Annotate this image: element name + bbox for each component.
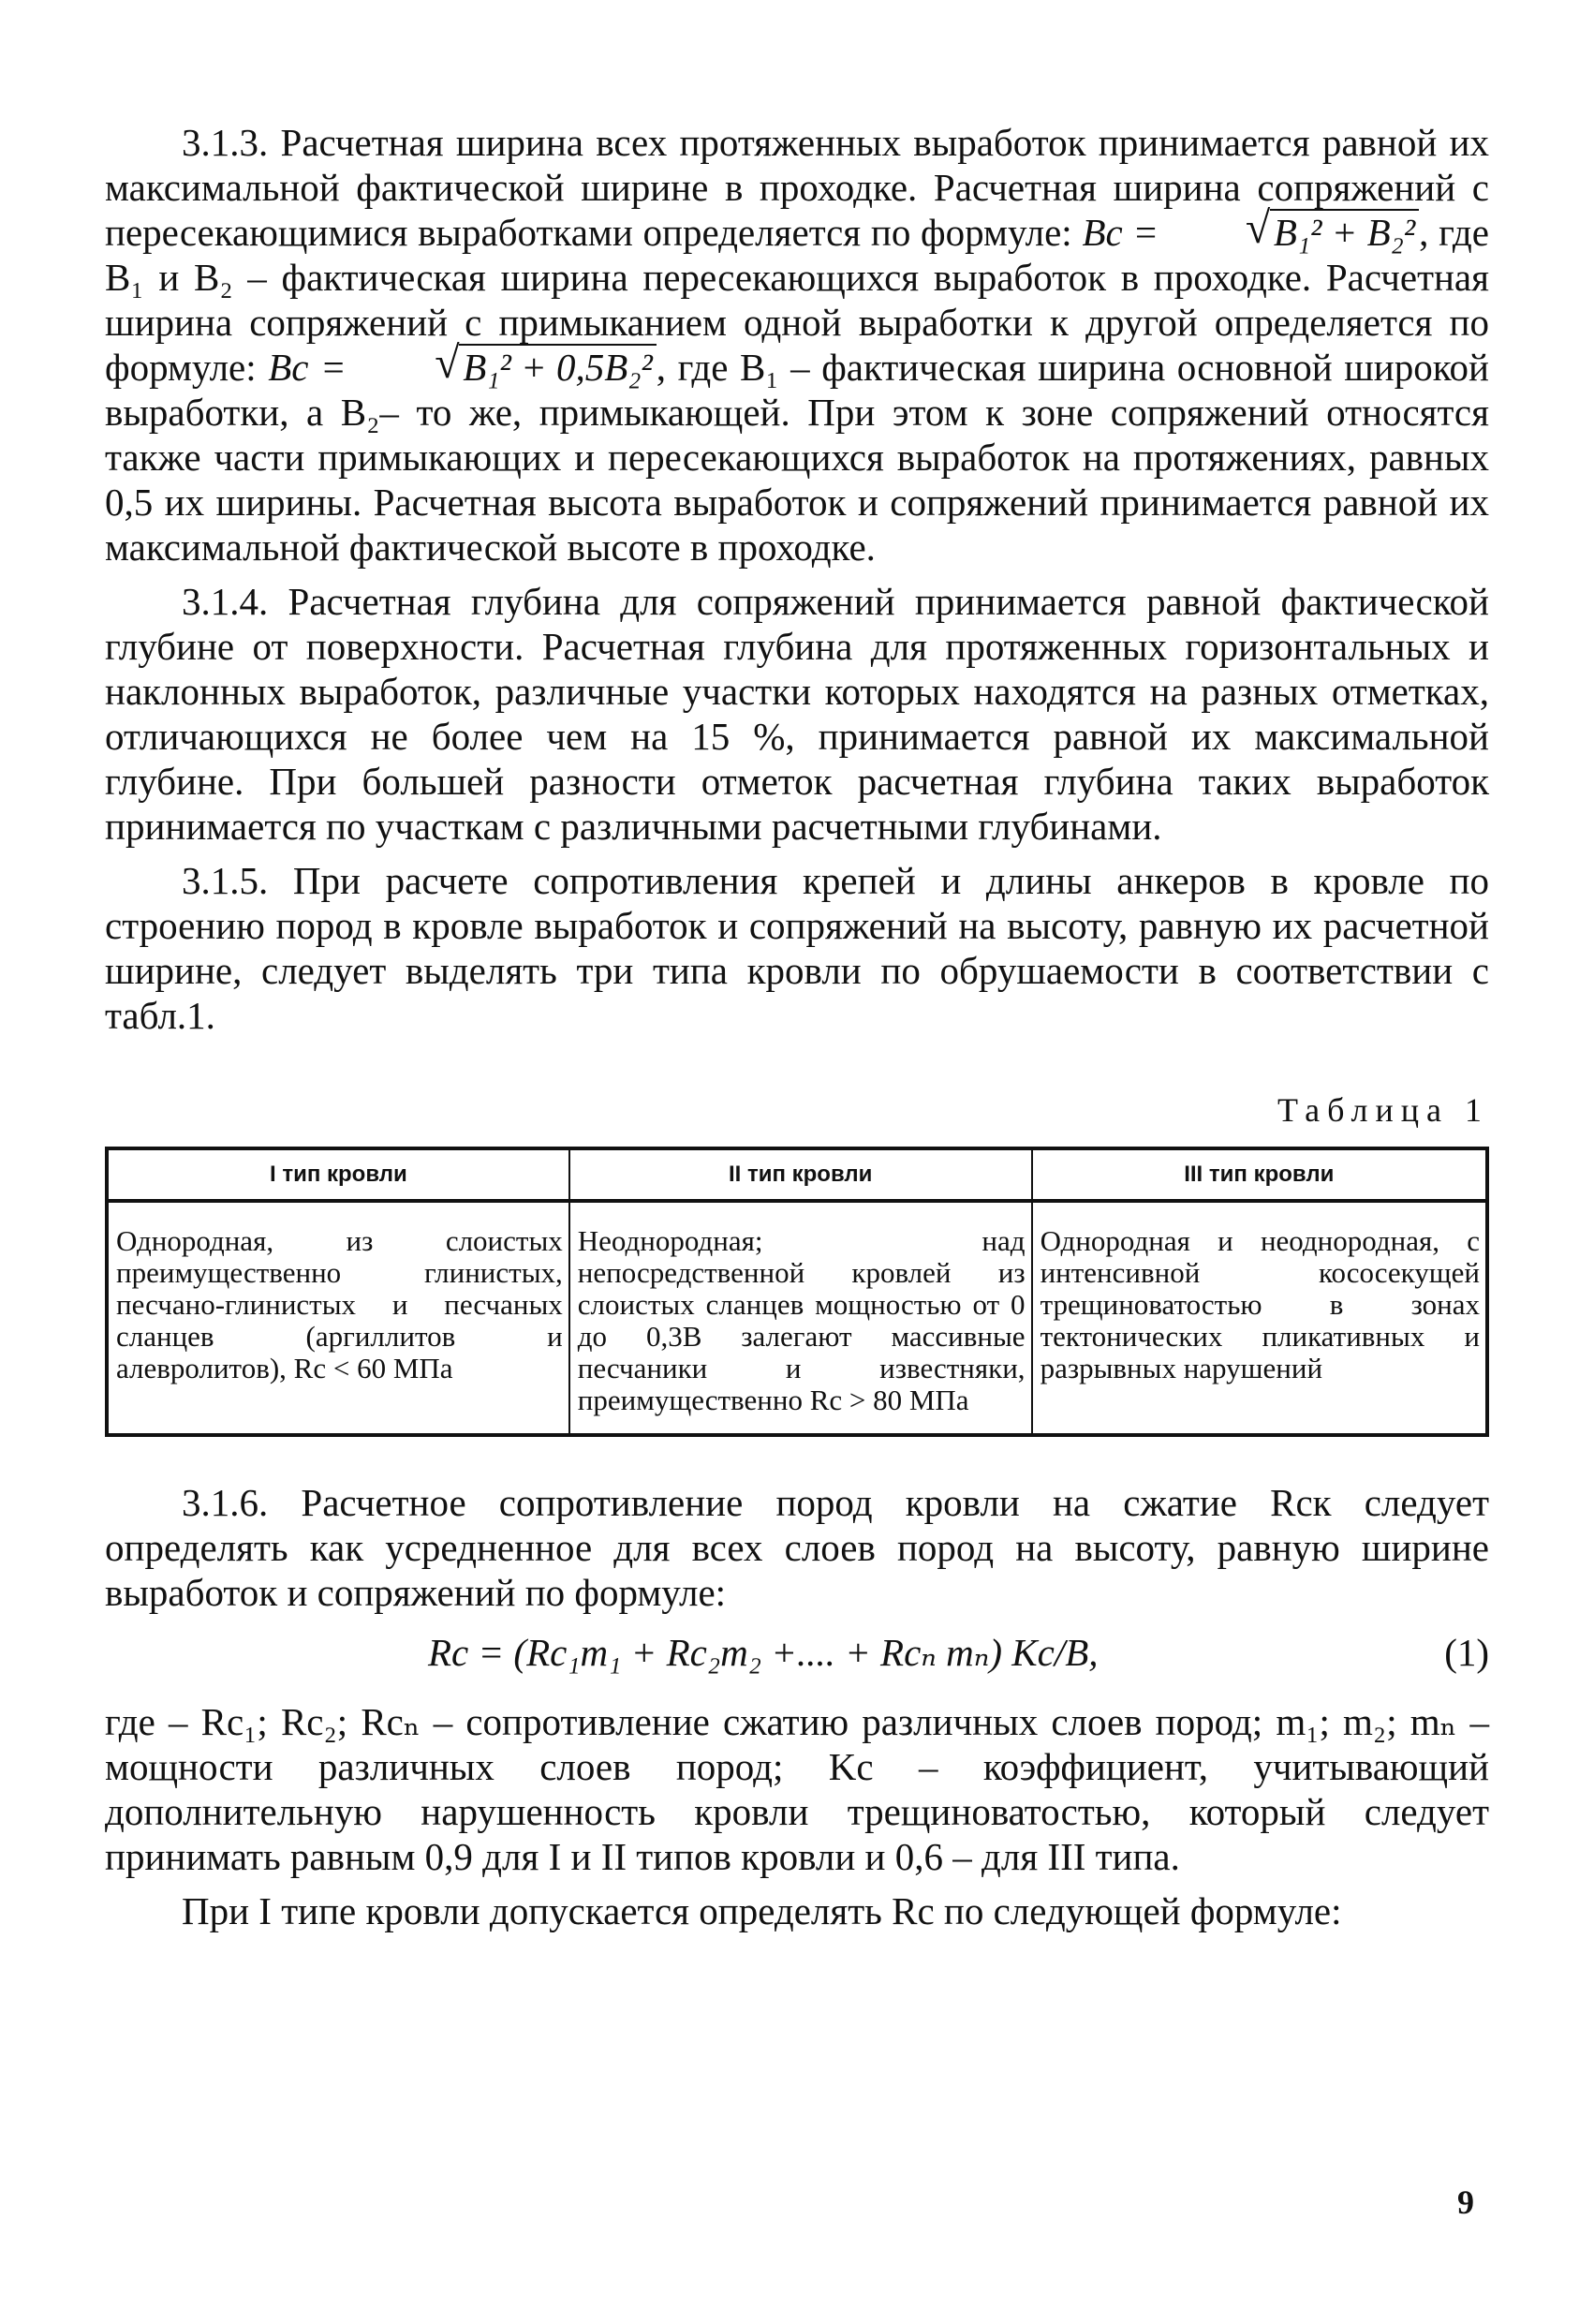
table-cell-type-1: Однородная, из слоистых преимущественно глинистых, песчано-глинистых и песчаных сланцев (аргиллитов и алевролитов), Rc < 60 МПа bbox=[107, 1201, 569, 1435]
document-page bbox=[105, 120, 1489, 1933]
table-header-type-1: I тип кровли bbox=[107, 1148, 569, 1201]
table-caption: Таблица 1 bbox=[1277, 1091, 1489, 1129]
paragraph-last: При I типе кровли допускается определять Rc по следующей формуле: bbox=[182, 1889, 1342, 1932]
formula-1-expression: Rc = (Rc₁m₁ + Rc₂m₂ +.... + Rcₙ mₙ) Kc/B, bbox=[428, 1631, 1099, 1674]
paragraph-3-1-3-text-c: , где B₁ – фактическая ширина основной широкой выработки, а B₂– то же, примыкающей. При этом к зоне сопряжений относятся также части примыкающих и пересекающихся выработок на протяжениях, равных 0,5 их ширины. Расчетная высота выработок и сопряжений принимается равной их максимальной фактической высоте в проходке. bbox=[105, 346, 1489, 569]
formula-bc-crossing: Bc = √ B₁² + B₂² bbox=[1082, 211, 1419, 254]
paragraph-3-1-5: 3.1.5. При расчете сопротивления крепей и длины анкеров в кровле по строению пород в кровле выработок и сопряжений на высоту, равную их расчетной ширине, следует выделять три типа кровли по обрушаемости в соответствии с табл.1. bbox=[105, 859, 1489, 1037]
formula-bc-junction: Bc = √ B₁² + 0,5B₂² bbox=[268, 346, 657, 389]
table-header-type-3: III тип кровли bbox=[1032, 1148, 1487, 1201]
paragraph-3-1-3-text-b: , где B₁ и B₂ – фактическая ширина пересекающихся выработок в проходке. Расчетная ширина сопряжений с примыканием одной выработки к другой определяется по формуле: bbox=[105, 211, 1489, 389]
page-number: 9 bbox=[1457, 2183, 1474, 2221]
table-cell-type-2: Неоднородная; над непосредственной кровлей из слоистых сланцев мощностью от 0 до 0,3B залегают массивные песчаники и известняки, преимущественно Rc > 80 МПа bbox=[569, 1201, 1032, 1435]
roof-types-table bbox=[105, 1147, 1489, 1437]
table-cell-type-3: Однородная и неоднородная, с интенсивной кососекущей трещиноватостью в зонах тектонических пликативных и разрывных нарушений bbox=[1032, 1201, 1487, 1435]
paragraph-3-1-3 bbox=[105, 120, 1489, 570]
paragraph-3-1-6: 3.1.6. Расчетное сопротивление пород кровли на сжатие Rск следует определять как усредненное для всех слоев пород на высоту, равную ширине выработок и сопряжений по формуле: bbox=[105, 1481, 1489, 1614]
paragraph-3-1-3-text-a: 3.1.3. Расчетная ширина всех протяженных выработок принимается равной их максимальной фактической ширине в проходке. Расчетная ширина сопряжений с пересекающимися выработками определяется по формуле: bbox=[105, 121, 1489, 254]
sqrt-icon: √ bbox=[1245, 203, 1271, 253]
formula-1 bbox=[105, 1630, 1489, 1682]
formula-1-number: (1) bbox=[1444, 1631, 1489, 1674]
paragraph-where: где – Rc₁; Rc₂; Rcₙ – сопротивление сжатию различных слоев пород; m₁; m₂; mₙ – мощности различных слоев пород; Kc – коэффициент, учитывающий дополнительную нарушенность кровли трещиноватостью, который следует принимать равным 0,9 для I и II типов кровли и 0,6 – для III типа. bbox=[105, 1700, 1489, 1878]
table-row bbox=[107, 1201, 1487, 1435]
table-header-type-2: II тип кровли bbox=[569, 1148, 1032, 1201]
sqrt-icon: √ bbox=[435, 338, 460, 388]
paragraph-3-1-4: 3.1.4. Расчетная глубина для сопряжений принимается равной фактической глубине от поверхности. Расчетная глубина для протяженных горизонтальных и наклонных выработок, различные участки которых находятся на разных отметках, отличающихся не более чем на 15 %, принимается равной их максимальной глубине. При большей разности отметок расчетная глубина таких выработок принимается по участкам с различными расчетными глубинами. bbox=[105, 580, 1489, 848]
